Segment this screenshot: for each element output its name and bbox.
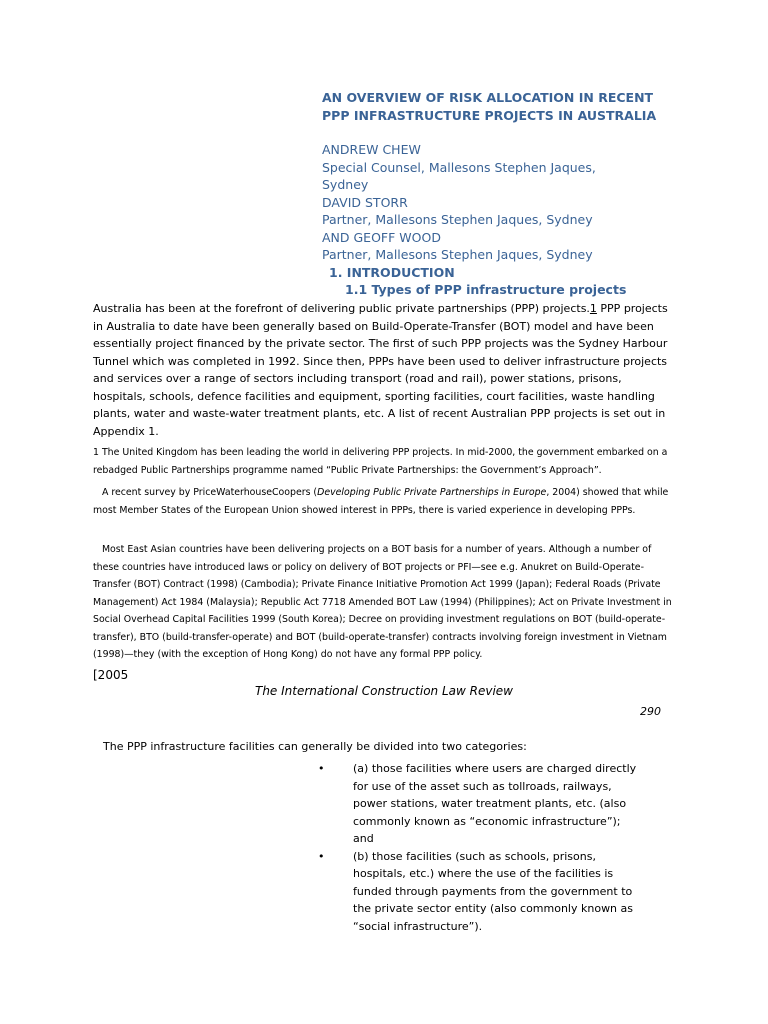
intro-text: Australia has been at the forefront of delivering public private partnerships (PPP) projects.: [93, 302, 590, 315]
list-item-text: (b) those facilities (such as schools, prisons, hospitals, etc.) where the use of the facilities is funded through payments from the government to the private sector entity (also commonly known as “social infrastructure”).: [353, 849, 634, 933]
footnote-1: 1 The United Kingdom has been leading the world in delivering PPP projects. In mid-2000, the government embarked on a rebadged Public Partnerships programme named “Public Private Partnerships: the Government’s Approach”.: [93, 447, 668, 476]
author-name: ANDREW CHEW: [322, 142, 421, 157]
page-number: 290: [640, 705, 661, 718]
category-list: [318, 760, 638, 935]
author-name: AND GEOFF WOOD: [322, 229, 441, 245]
subsection-heading: 1.1 Types of PPP infrastructure projects: [345, 282, 627, 297]
footnote-italic-title: Developing Public Private Partnerships in Europe: [317, 487, 547, 498]
footnote-text: Most East Asian countries have been delivering projects on a BOT basis for a number of years. Although a number of these countries have introduced laws or policy on delivery of BOT projects or PFI—see e.g. Anukret on Build-Operate-Transfer (BOT) Contract (1998) (Cambodia); Private Finance Initiative Promotion Act 1999 (Japan); Federal Roads (Private Management) Act 1984 (Malaysia); Republic Act 7718 Amended BOT Law (1994) (Philippines); Act on Private Investment in Social Overhead Capital Facilities 1999 (South Korea); Decree on providing investment regulations on BOT (build-operate-transfer), BTO (build-transfer-operate) and BOT (build-operate-transfer) contracts involving foreign investment in Vietnam (1998)—they (with the exception of Hong Kong) do not have any formal PPP policy.: [93, 544, 672, 660]
footnote-1-para-3: [93, 541, 677, 664]
intro-text-continued: PPP projects in Australia to date have been generally based on Build-Operate-Transfer (BOT) model and have been essentially project financed by the private sector. The first of such PPP projects was the Sydney Harbour Tunnel which was completed in 1992. Since then, PPPs have been used to deliver infrastructure projects and services over a range of sectors including transport (road and rail), power stations, prisons, hospitals, schools, defence facilities and equipment, sporting facilities, court facilities, waste handling plants, water and waste-water treatment plants, etc. A list of recent Australian PPP projects is set out in Appendix 1.: [93, 302, 668, 438]
categories-intro: The PPP infrastructure facilities can generally be divided into two categories:: [103, 740, 527, 753]
list-item-text: (a) those facilities where users are charged directly for use of the asset such as tollroads, railways, power stations, water treatment plants, etc. (also commonly known as “economic infrastructure”); and: [353, 762, 637, 845]
article-title: AN OVERVIEW OF RISK ALLOCATION IN RECENT PPP INFRASTRUCTURE PROJECTS IN AUSTRALIA: [322, 90, 657, 123]
year-bracket: [2005: [93, 668, 129, 682]
section-heading: 1. INTRODUCTION: [329, 265, 455, 280]
list-item: [318, 848, 638, 936]
author-block: [322, 141, 622, 264]
journal-running-title: The International Construction Law Review: [255, 684, 513, 698]
bullet-icon: •: [318, 762, 325, 775]
list-item: [318, 760, 638, 848]
author-affiliation: Partner, Mallesons Stephen Jaques, Sydney: [322, 212, 593, 227]
bullet-icon: •: [318, 849, 325, 863]
author-affiliation: Partner, Mallesons Stephen Jaques, Sydney: [322, 247, 593, 262]
author-affiliation: Special Counsel, Mallesons Stephen Jaques, Sydney: [322, 159, 596, 192]
intro-paragraph: [93, 300, 673, 440]
footnote-reference[interactable]: 1: [589, 302, 597, 315]
footnote-text-continued: , 2004) showed that while most Member States of the European Union showed interest in PPPs, there is varied experience in developing PPPs.: [93, 487, 669, 516]
footnote-1-para-2: [93, 484, 677, 519]
author-name: DAVID STORR: [322, 194, 408, 210]
footnote-text: A recent survey by PriceWaterhouseCoopers (: [101, 487, 318, 498]
